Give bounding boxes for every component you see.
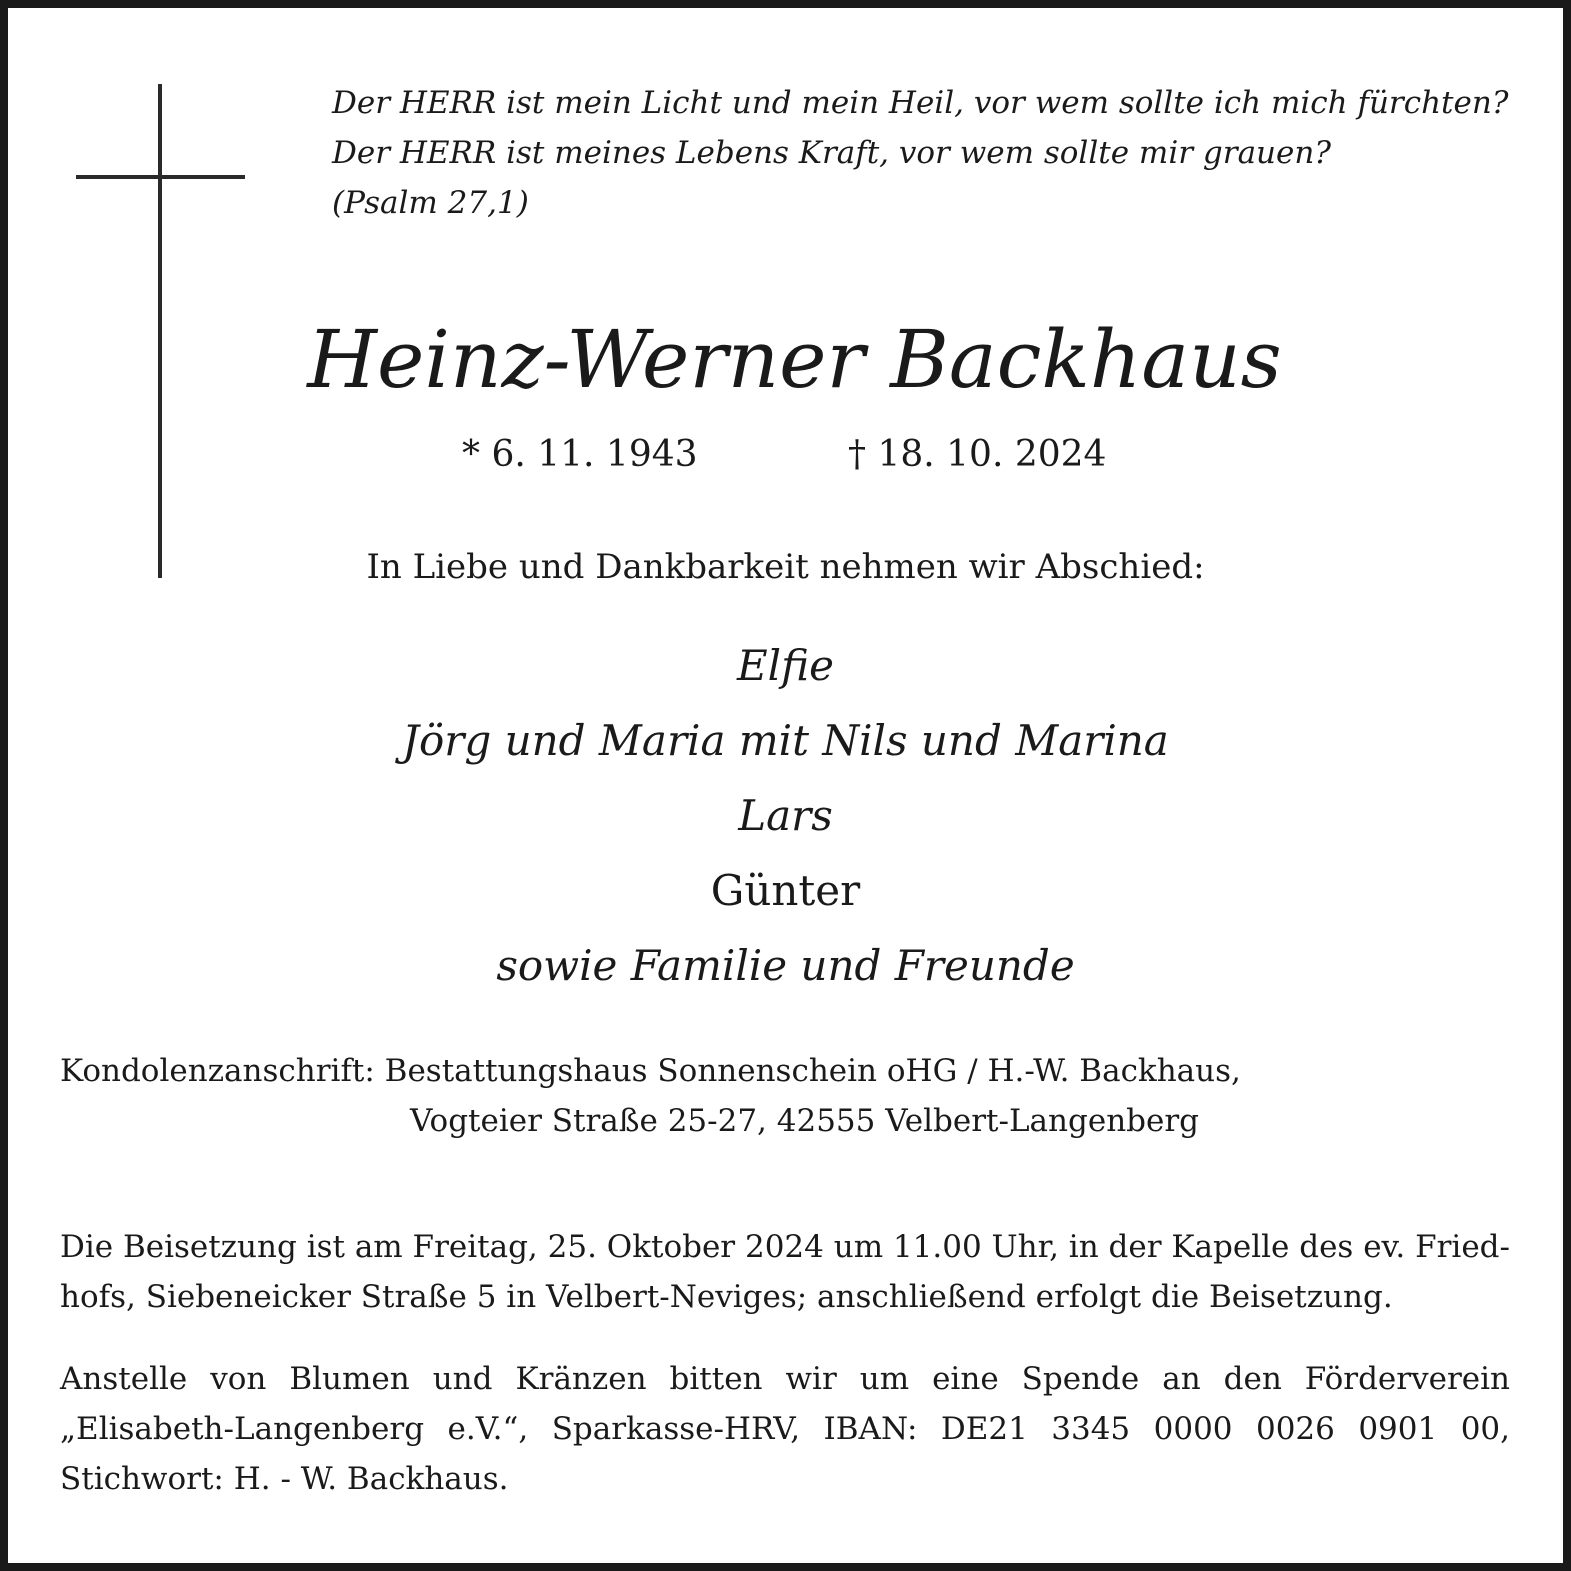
deceased-name: Heinz-Werner Backhaus [307,313,1282,406]
mourner-entry: sowie Familie und Freunde [496,941,1075,990]
cross-horizontal-bar [76,175,245,179]
condolence-line-2: Vogteier Straße 25-27, 42555 Velbert-Langenberg [410,1103,1200,1139]
burial-line-1: Die Beisetzung ist am Freitag, 25. Oktober 2024 um 11.00 Uhr, in der Kapelle des ev. Fried- [60,1229,1510,1265]
burial-info [60,1222,1510,1322]
mourner-entry: Lars [738,791,833,840]
verse-reference: (Psalm 27,1) [332,185,529,221]
condolence-address [60,1046,1520,1146]
donation-line-2: „Elisabeth-Langenberg e.V.“, Sparkasse-HRV, IBAN: DE21 3345 0000 0026 0901 00, [60,1411,1510,1447]
verse-line-1: Der HERR ist mein Licht und mein Heil, vor wem sollte ich mich fürchten? [332,85,1509,121]
birth-date: * 6. 11. 1943 [462,434,698,475]
mourner-entry: Jörg und Maria mit Nils und Marina [402,716,1169,765]
burial-line-2: hofs, Siebeneicker Straße 5 in Velbert-Neviges; anschließend erfolgt die Beisetzung. [60,1279,1393,1315]
donation-line-3: Stichwort: H. - W. Backhaus. [60,1461,509,1497]
death-date: † 18. 10. 2024 [848,434,1107,475]
mourner-entry: Elfie [737,641,834,690]
condolence-line-1: Kondolenzanschrift: Bestattungshaus Sonnenschein oHG / H.-W. Backhaus, [60,1053,1241,1089]
donation-line-1: Anstelle von Blumen und Kränzen bitten wir um eine Spende an den Förderverein [60,1361,1510,1397]
farewell-text: In Liebe und Dankbarkeit nehmen wir Abschied: [366,547,1205,587]
verse-line-2: Der HERR ist meines Lebens Kraft, vor wem sollte mir grauen? [332,135,1331,171]
bible-verse [332,78,1512,228]
mourner-entry: Günter [710,866,861,915]
donation-info [60,1354,1510,1504]
mourners-list [0,628,1571,1003]
